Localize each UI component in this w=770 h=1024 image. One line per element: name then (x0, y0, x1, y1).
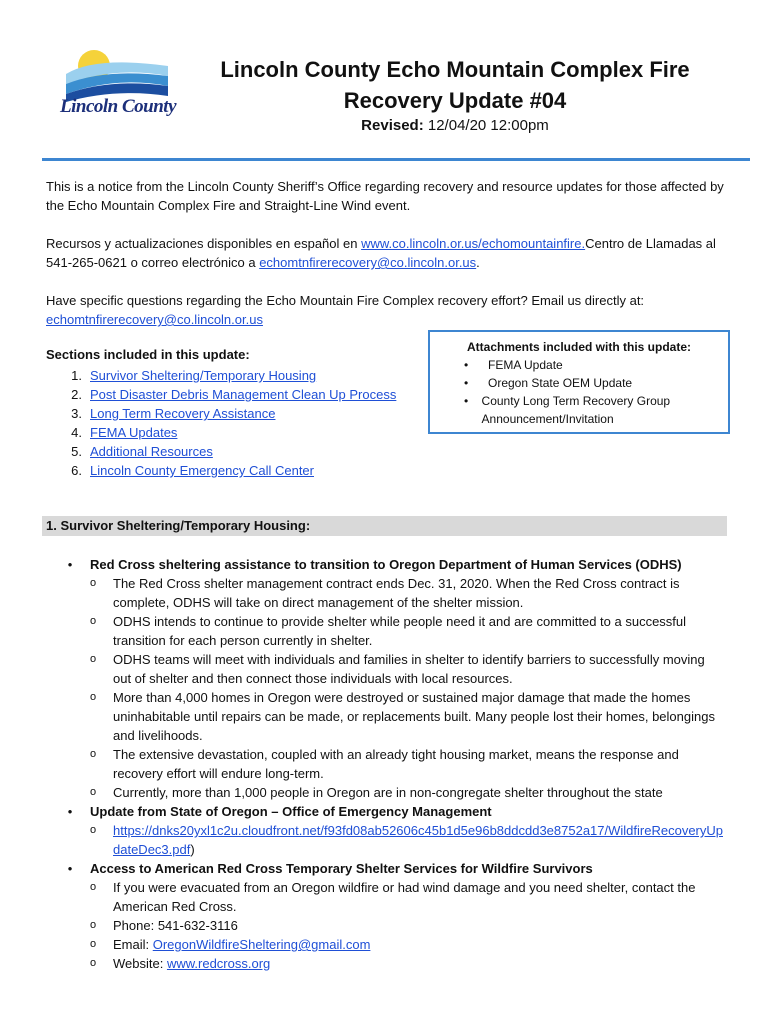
section-number: 5. (71, 444, 82, 459)
sun-waves-icon (56, 44, 176, 104)
sub-bullet-item (46, 935, 726, 954)
bullet-icon: • (464, 376, 469, 390)
section-1-heading-text: 1. Survivor Sheltering/Temporary Housing: (46, 518, 311, 533)
bullet-icon: • (464, 358, 469, 372)
spanish-paragraph (46, 234, 736, 272)
link-close-paren: ) (190, 842, 195, 857)
sub-bullet-text: The Red Cross shelter management contract ends Dec. 31, 2020. When the Red Cross contract is complete, ODHS will take on direct management of the shelter mission. (113, 576, 680, 610)
bullet-icon: • (464, 394, 469, 408)
sub-bullet-text (113, 954, 726, 973)
oem-update-link[interactable]: https://dnks20yxl1c2u.cloudfront.net/f93fd08ab52606c45b1d5e96b8ddcdd3e8752a17/WildfireRecoveryUpdateDec3.pdf (113, 823, 723, 857)
phone-text: Phone: 541-632-3116 (113, 918, 238, 933)
circle-bullet-icon: o (90, 577, 97, 589)
section-item (46, 461, 396, 480)
section-item (46, 404, 396, 423)
attachments-box (428, 330, 730, 434)
title-line-2: Recovery Update #04 (343, 88, 567, 113)
sub-bullet-text: ODHS teams will meet with individuals and families in shelter to identify barriers to successfully moving out of shelter and then connect those individuals with local resources. (113, 652, 705, 686)
sub-bullet-text: More than 4,000 homes in Oregon were destroyed or sustained major damage that made the homes uninhabitable until repairs can be made, or replacements built. Many people lost their homes, belongings and livelihoods. (113, 690, 715, 743)
red-cross-email-link[interactable]: OregonWildfireSheltering@gmail.com (152, 937, 371, 952)
section-link-additional-resources[interactable]: Additional Resources (90, 444, 213, 459)
sub-bullet-text: Currently, more than 1,000 people in Oregon are in non-congregate shelter throughout the state (113, 785, 663, 800)
questions-email-link[interactable]: echomtnfirerecovery@co.lincoln.or.us (46, 312, 263, 327)
section-1-content (46, 555, 726, 973)
circle-bullet-icon: o (90, 748, 97, 760)
spanish-website-link[interactable]: www.co.lincoln.or.us/echomountainfire. (361, 236, 586, 251)
title-line-1: Lincoln County Echo Mountain Complex Fire (220, 57, 690, 82)
bullet-icon: • (67, 861, 73, 876)
circle-bullet-icon: o (90, 881, 97, 893)
sub-bullet-item (46, 612, 726, 650)
circle-bullet-icon: o (90, 653, 97, 665)
sub-bullet-item (46, 688, 726, 745)
section-item (46, 366, 396, 385)
sections-list (46, 366, 396, 480)
revised-value: 12/04/20 12:00pm (423, 117, 549, 134)
section-link-fema-updates[interactable]: FEMA Updates (90, 425, 178, 440)
spanish-text-1: Recursos y actualizaciones disponibles en español en (46, 236, 362, 251)
circle-bullet-icon: o (90, 824, 97, 836)
sub-bullet-item (46, 574, 726, 612)
section-link-debris-management[interactable]: Post Disaster Debris Management Clean Up Process (90, 387, 397, 402)
section-link-long-term-recovery[interactable]: Long Term Recovery Assistance (90, 406, 276, 421)
logo-text: Lincoln County (60, 96, 176, 117)
section-number: 4. (71, 425, 82, 440)
questions-text: Have specific questions regarding the Echo Mountain Fire Complex recovery effort? Email us directly at: (46, 293, 645, 308)
bullet-title: Update from State of Oregon – Office of Emergency Management (90, 804, 492, 819)
sub-bullet-text (113, 935, 726, 954)
attachment-label: County Long Term Recovery Group Announcement/Invitation (481, 394, 671, 426)
section-link-call-center[interactable]: Lincoln County Emergency Call Center (90, 463, 314, 478)
sub-bullet-item (46, 821, 726, 859)
red-cross-website-link[interactable]: www.redcross.org (166, 956, 271, 971)
attachment-label: FEMA Update (488, 358, 563, 372)
questions-paragraph (46, 291, 736, 329)
section-1-heading (42, 516, 727, 536)
section-item (46, 423, 396, 442)
circle-bullet-icon: o (90, 691, 97, 703)
website-label: Website: (113, 956, 167, 971)
circle-bullet-icon: o (90, 957, 97, 969)
bullet-item (46, 802, 726, 821)
bullet-item (46, 859, 726, 878)
attachment-label: Oregon State OEM Update (488, 376, 633, 390)
circle-bullet-icon: o (90, 786, 97, 798)
sub-bullet-item (46, 954, 726, 973)
sub-bullet-item (46, 745, 726, 783)
spanish-email-link[interactable]: echomtnfirerecovery@co.lincoln.or.us (259, 255, 477, 270)
section-item (46, 385, 396, 404)
sections-title: Sections included in this update: (46, 347, 250, 362)
notice-paragraph: This is a notice from the Lincoln County Sheriff’s Office regarding recovery and resource updates for those affected by the Echo Mountain Complex Fire and Straight-Line Wind event. (46, 179, 724, 213)
sub-bullet-item (46, 783, 726, 802)
attachment-item (440, 374, 718, 392)
sub-bullet-item (46, 916, 726, 935)
attachment-item (440, 392, 718, 428)
attachment-item (440, 356, 718, 374)
sub-bullet-text: The extensive devastation, coupled with an already tight housing market, means the response and recovery effort will endure long-term. (113, 747, 679, 781)
revised-line (190, 117, 720, 134)
header-divider (42, 158, 750, 161)
section-link-survivor-sheltering[interactable]: Survivor Sheltering/Temporary Housing (90, 368, 317, 383)
section-number: 6. (71, 463, 82, 478)
bullet-title: Access to American Red Cross Temporary Shelter Services for Wildfire Survivors (90, 861, 593, 876)
circle-bullet-icon: o (90, 938, 97, 950)
revised-label: Revised: (361, 117, 424, 134)
sub-bullet-item (46, 650, 726, 688)
circle-bullet-icon: o (90, 919, 97, 931)
sub-bullet-text: ODHS intends to continue to provide shelter while people need it and are committed to a successful transition for each person currently in shelter. (113, 614, 687, 648)
sub-bullet-item (46, 878, 726, 916)
page-title (190, 54, 720, 116)
lincoln-county-logo (56, 44, 176, 126)
bullet-title: Red Cross sheltering assistance to transition to Oregon Department of Human Services (ODHS) (90, 557, 682, 572)
spanish-text-3: . (476, 255, 480, 270)
section-number: 2. (71, 387, 82, 402)
sub-bullet-text: If you were evacuated from an Oregon wildfire or had wind damage and you need shelter, contact the American Red Cross. (113, 880, 696, 914)
sub-bullet-text (113, 821, 726, 859)
attachments-title: Attachments included with this update: (466, 340, 691, 354)
bullet-item (46, 555, 726, 574)
circle-bullet-icon: o (90, 615, 97, 627)
section-number: 1. (71, 368, 82, 383)
bullet-icon: • (67, 557, 73, 572)
bullet-icon: • (67, 804, 73, 819)
section-item (46, 442, 396, 461)
section-number: 3. (71, 406, 82, 421)
spanish-text-2: Centro de Llamadas al 541-265-0621 o correo electrónico a (46, 236, 716, 270)
email-label: Email: (113, 937, 153, 952)
